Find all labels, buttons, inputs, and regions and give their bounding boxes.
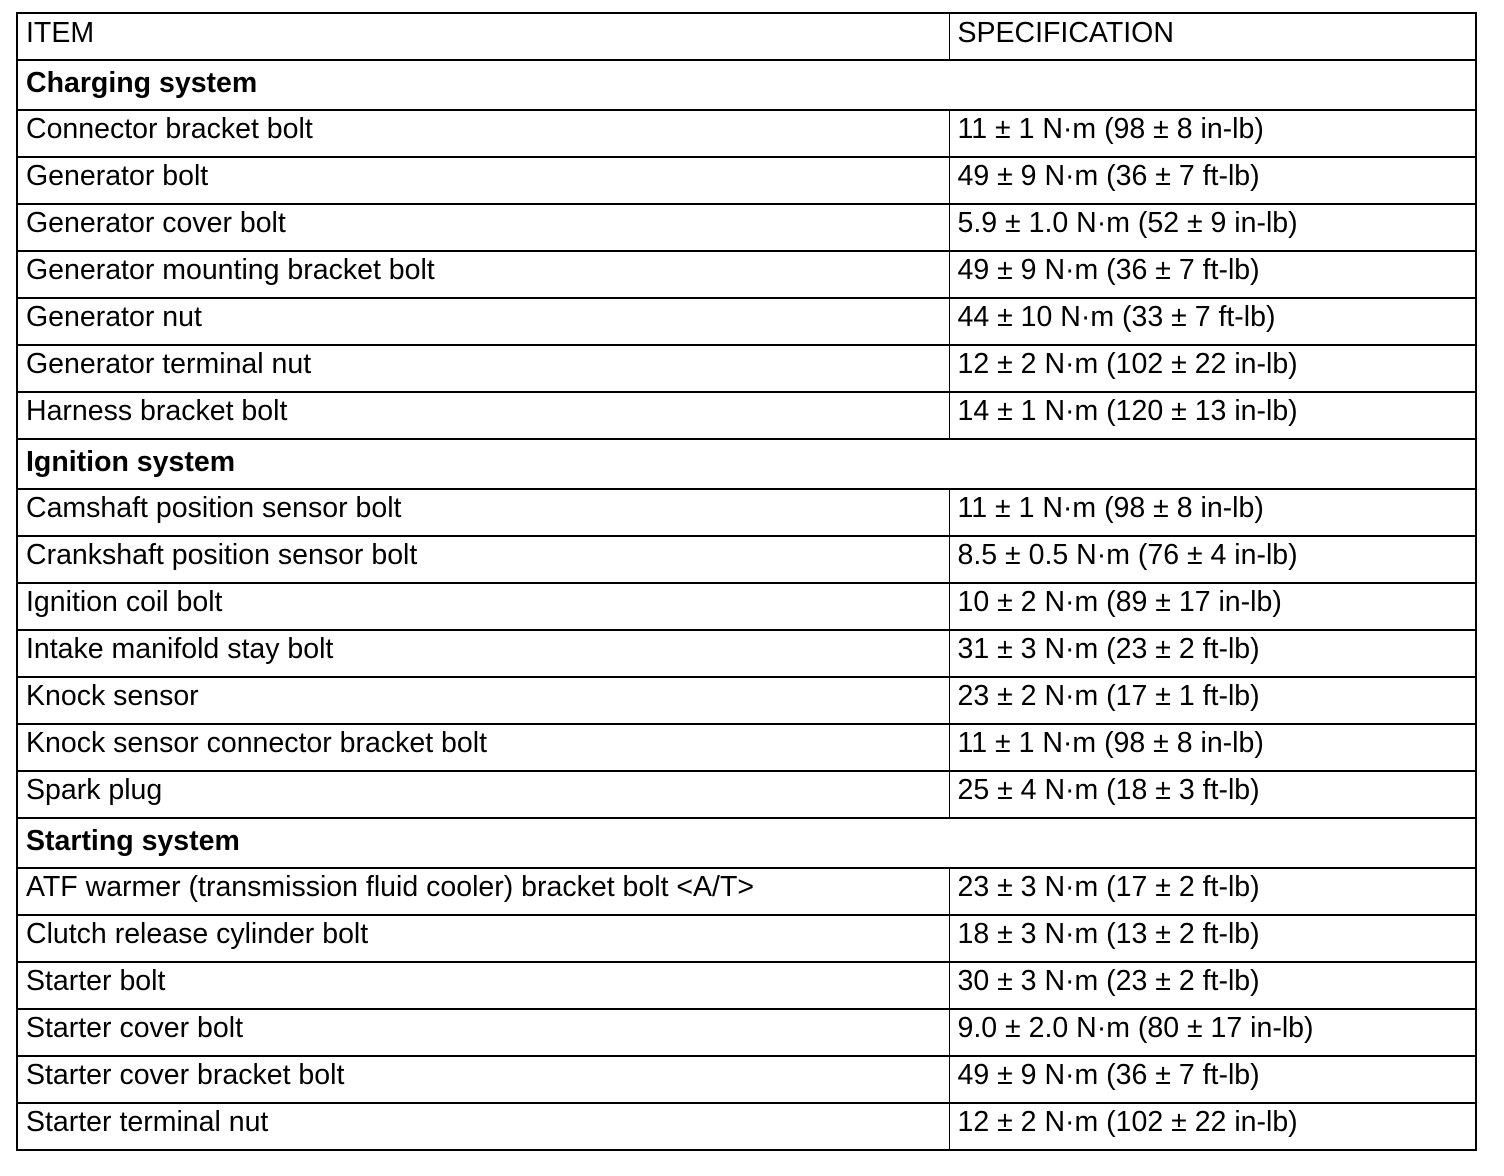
specification-cell: 31 ± 3 N·m (23 ± 2 ft-lb) (949, 630, 1476, 677)
table-row (17, 771, 1476, 818)
table-row (17, 204, 1476, 251)
table-row (17, 583, 1476, 630)
item-cell: Knock sensor connector bracket bolt (17, 724, 949, 771)
table-row (17, 1009, 1476, 1056)
specification-cell: 23 ± 3 N·m (17 ± 2 ft-lb) (949, 868, 1476, 915)
specification-cell: 8.5 ± 0.5 N·m (76 ± 4 in-lb) (949, 536, 1476, 583)
table-row (17, 915, 1476, 962)
table-row (17, 868, 1476, 915)
section-title: Starting system (17, 818, 1476, 868)
specification-cell: 9.0 ± 2.0 N·m (80 ± 17 in-lb) (949, 1009, 1476, 1056)
table-row (17, 536, 1476, 583)
section-header-row (17, 818, 1476, 868)
item-cell: Generator nut (17, 298, 949, 345)
table-row (17, 157, 1476, 204)
table-row (17, 630, 1476, 677)
specification-cell: 11 ± 1 N·m (98 ± 8 in-lb) (949, 724, 1476, 771)
table-row (17, 110, 1476, 157)
torque-spec-table (16, 12, 1477, 1151)
specification-cell: 5.9 ± 1.0 N·m (52 ± 9 in-lb) (949, 204, 1476, 251)
specification-cell: 23 ± 2 N·m (17 ± 1 ft-lb) (949, 677, 1476, 724)
item-cell: Generator terminal nut (17, 345, 949, 392)
specification-cell: 14 ± 1 N·m (120 ± 13 in-lb) (949, 392, 1476, 439)
item-cell: Starter cover bracket bolt (17, 1056, 949, 1103)
specification-cell: 11 ± 1 N·m (98 ± 8 in-lb) (949, 110, 1476, 157)
table-row (17, 345, 1476, 392)
item-cell: Starter cover bolt (17, 1009, 949, 1056)
item-cell: Harness bracket bolt (17, 392, 949, 439)
specification-cell: 25 ± 4 N·m (18 ± 3 ft-lb) (949, 771, 1476, 818)
section-header-row (17, 60, 1476, 110)
item-cell: Generator bolt (17, 157, 949, 204)
table-row (17, 251, 1476, 298)
item-cell: Knock sensor (17, 677, 949, 724)
table-row (17, 489, 1476, 536)
item-cell: Camshaft position sensor bolt (17, 489, 949, 536)
specification-cell: 44 ± 10 N·m (33 ± 7 ft-lb) (949, 298, 1476, 345)
table-row (17, 1056, 1476, 1103)
item-cell: Crankshaft position sensor bolt (17, 536, 949, 583)
section-header-row (17, 439, 1476, 489)
section-title: Ignition system (17, 439, 1476, 489)
column-header-item: ITEM (17, 13, 949, 60)
item-cell: Intake manifold stay bolt (17, 630, 949, 677)
table-row (17, 724, 1476, 771)
item-cell: Spark plug (17, 771, 949, 818)
specification-cell: 12 ± 2 N·m (102 ± 22 in-lb) (949, 1103, 1476, 1150)
specification-cell: 30 ± 3 N·m (23 ± 2 ft-lb) (949, 962, 1476, 1009)
column-header-specification: SPECIFICATION (949, 13, 1476, 60)
item-cell: Clutch release cylinder bolt (17, 915, 949, 962)
specification-cell: 49 ± 9 N·m (36 ± 7 ft-lb) (949, 1056, 1476, 1103)
table-header-row (17, 13, 1476, 60)
item-cell: Connector bracket bolt (17, 110, 949, 157)
item-cell: Ignition coil bolt (17, 583, 949, 630)
table-body (17, 60, 1476, 1150)
table-row (17, 1103, 1476, 1150)
section-title: Charging system (17, 60, 1476, 110)
specification-cell: 11 ± 1 N·m (98 ± 8 in-lb) (949, 489, 1476, 536)
specification-cell: 12 ± 2 N·m (102 ± 22 in-lb) (949, 345, 1476, 392)
item-cell: Generator cover bolt (17, 204, 949, 251)
item-cell: Starter terminal nut (17, 1103, 949, 1150)
table-row (17, 677, 1476, 724)
item-cell: ATF warmer (transmission fluid cooler) bracket bolt <A/T> (17, 868, 949, 915)
specification-cell: 10 ± 2 N·m (89 ± 17 in-lb) (949, 583, 1476, 630)
specification-cell: 49 ± 9 N·m (36 ± 7 ft-lb) (949, 157, 1476, 204)
specification-cell: 49 ± 9 N·m (36 ± 7 ft-lb) (949, 251, 1476, 298)
specification-cell: 18 ± 3 N·m (13 ± 2 ft-lb) (949, 915, 1476, 962)
table-row (17, 962, 1476, 1009)
table-row (17, 392, 1476, 439)
table-row (17, 298, 1476, 345)
item-cell: Starter bolt (17, 962, 949, 1009)
item-cell: Generator mounting bracket bolt (17, 251, 949, 298)
